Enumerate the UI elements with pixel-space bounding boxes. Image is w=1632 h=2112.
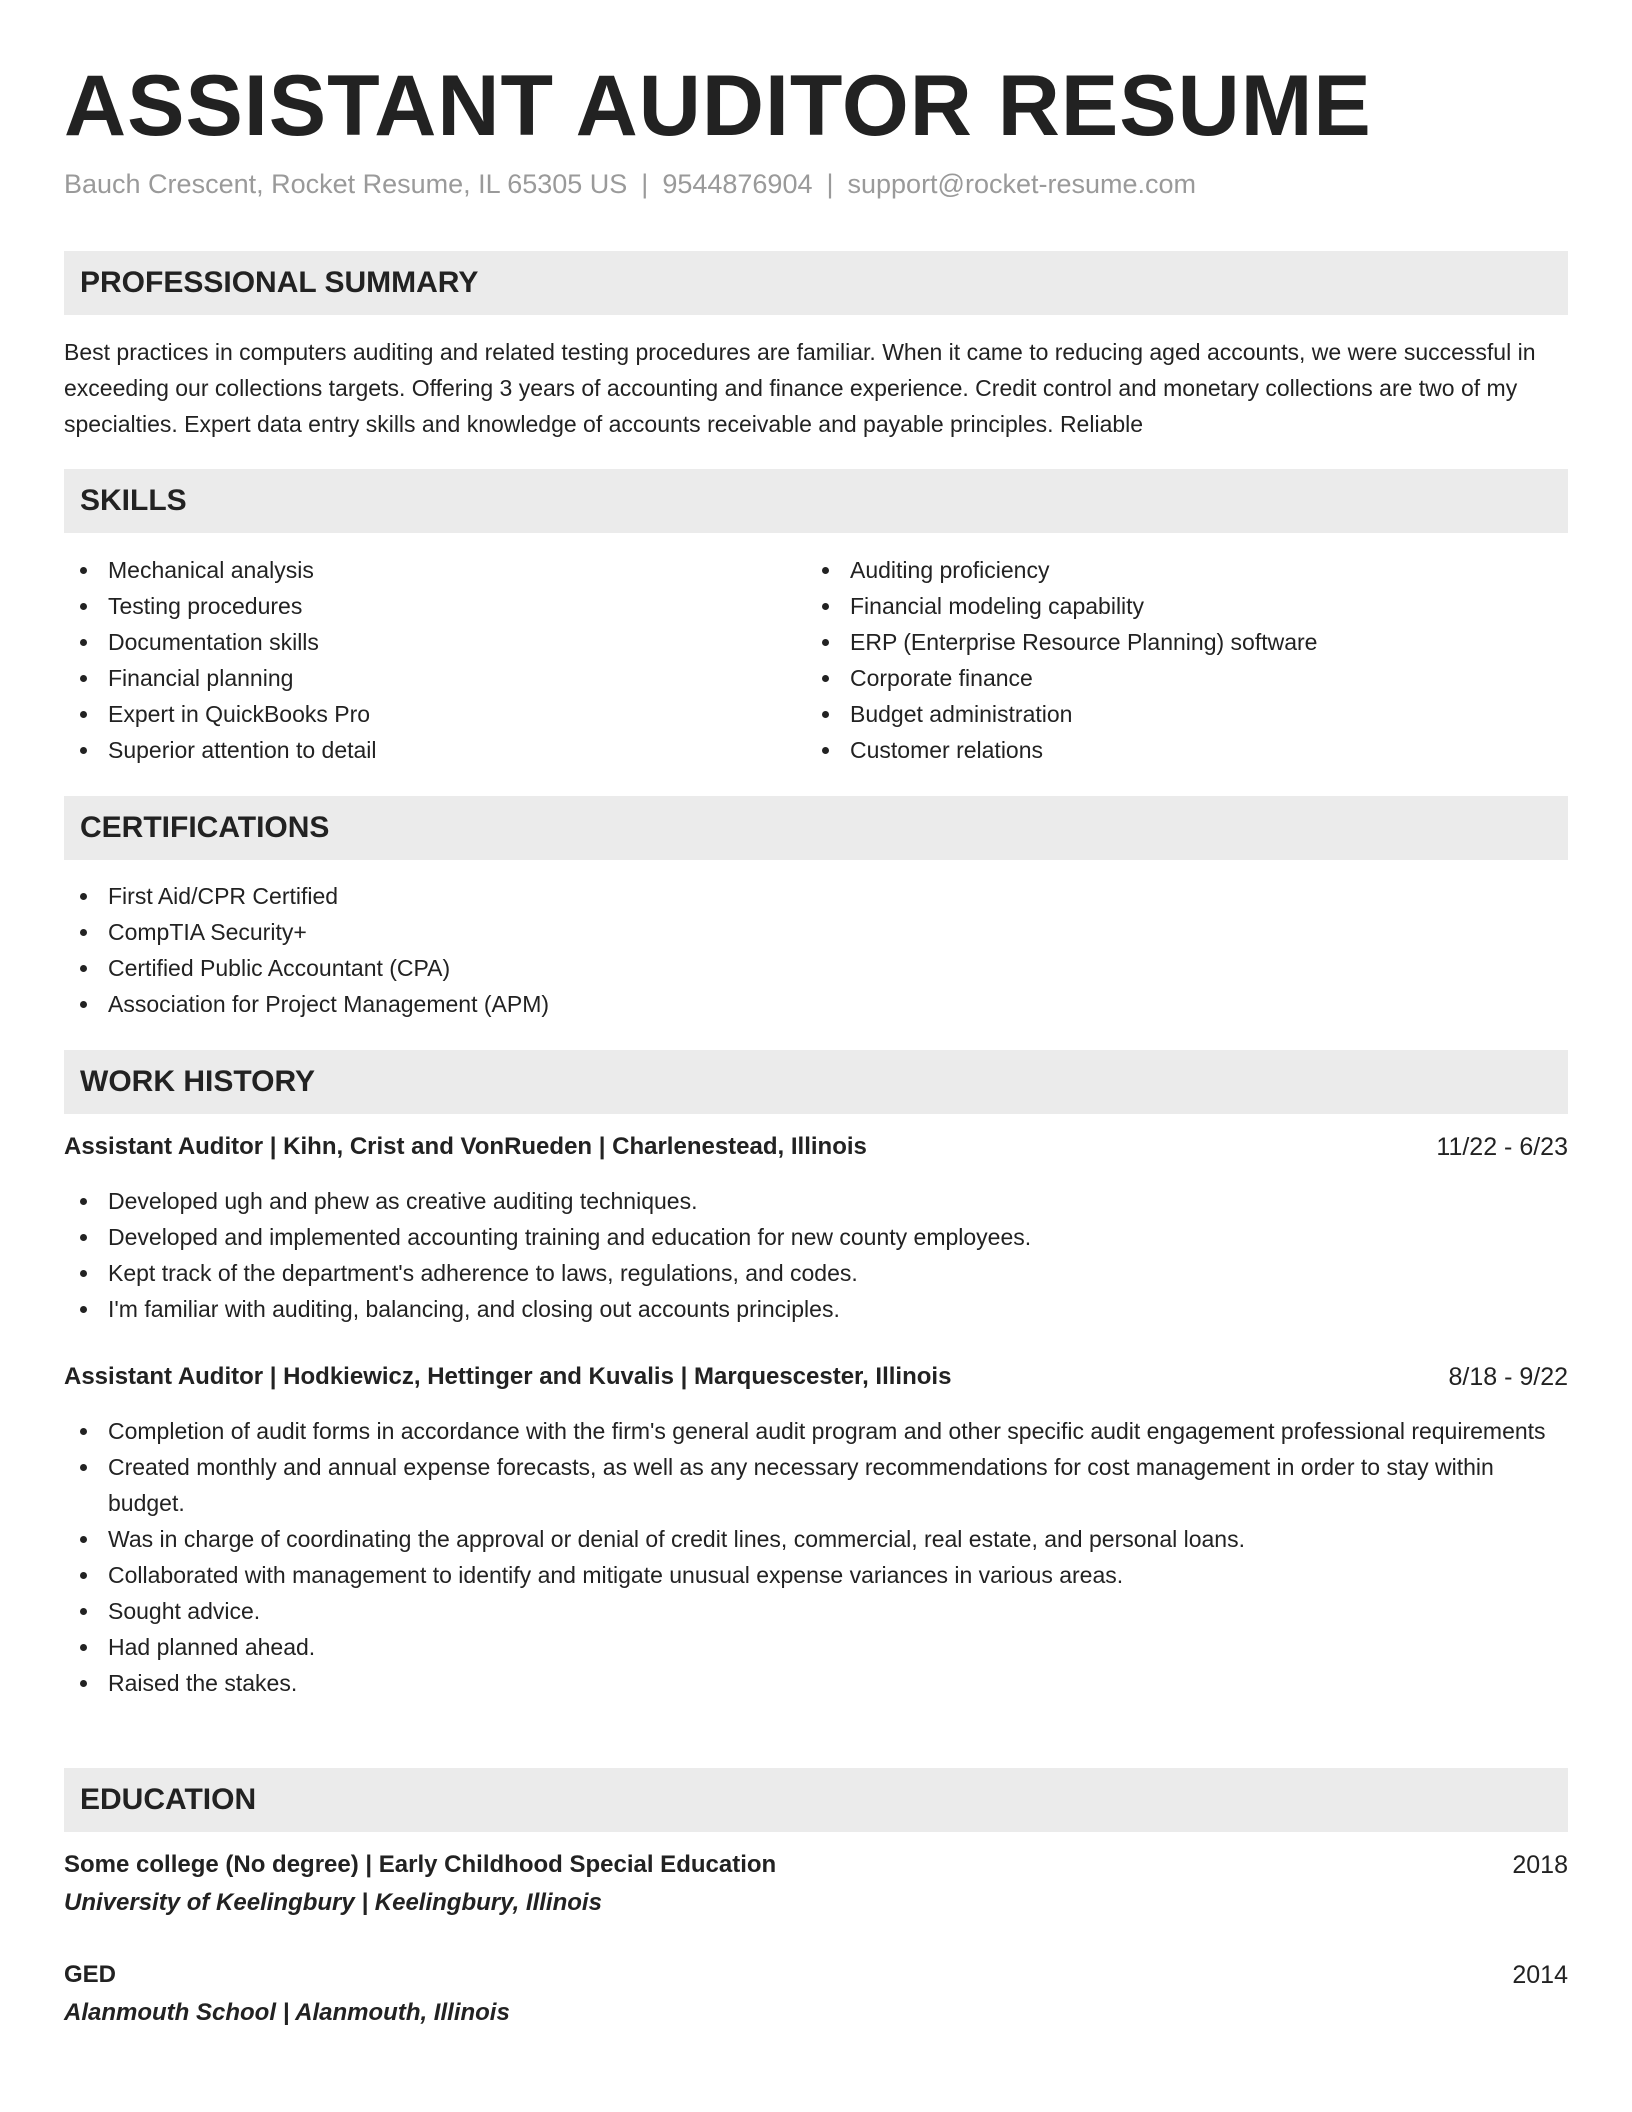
skills-right-column bbox=[806, 552, 1546, 768]
summary-section-header bbox=[64, 251, 1568, 315]
education-school: Alanmouth School | Alanmouth, Illinois bbox=[64, 1999, 510, 2026]
contact-line bbox=[64, 166, 1196, 202]
skill-item: Financial modeling capability bbox=[806, 588, 1546, 624]
certifications-list bbox=[64, 878, 1568, 1022]
work-heading: WORK HISTORY bbox=[80, 1065, 316, 1098]
job-bullet-list bbox=[64, 1183, 1568, 1327]
job-bullet-list bbox=[64, 1413, 1568, 1701]
job-bullet: Had planned ahead. bbox=[64, 1629, 1568, 1665]
contact-separator: | bbox=[826, 169, 834, 199]
certifications-heading: CERTIFICATIONS bbox=[80, 811, 330, 844]
skill-item: Auditing proficiency bbox=[806, 552, 1546, 588]
skill-item: Financial planning bbox=[64, 660, 804, 696]
summary-text: Best practices in computers auditing and related testing procedures are familiar. When it came to reducing aged accounts, we were successful in exceeding our collections targets. Offering 3 years of accounting and finance experience. Credit control and monetary collections are two of my specialties. Expert data entry skills and knowledge of accounts receivable and payable principles. Reliable bbox=[64, 339, 1536, 437]
education-year: 2014 bbox=[1512, 1961, 1568, 1989]
job-dates: 8/18 - 9/22 bbox=[1448, 1363, 1568, 1391]
job-bullets bbox=[64, 1413, 1568, 1701]
education-degree: Some college (No degree) | Early Childhood Special Education bbox=[64, 1851, 777, 1878]
job-bullet: Developed ugh and phew as creative auditing techniques. bbox=[64, 1183, 1568, 1219]
job-dates: 11/22 - 6/23 bbox=[1436, 1133, 1568, 1161]
education-school: University of Keelingbury | Keelingbury, Illinois bbox=[64, 1889, 602, 1916]
job-bullet: Created monthly and annual expense forecasts, as well as any necessary recommendations for cost management in order to stay within budget. bbox=[64, 1449, 1568, 1521]
education-section-header bbox=[64, 1768, 1568, 1832]
skill-item: Customer relations bbox=[806, 732, 1546, 768]
contact-email: support@rocket-resume.com bbox=[847, 169, 1197, 199]
certifications-block bbox=[64, 878, 1568, 1022]
skill-item: Mechanical analysis bbox=[64, 552, 804, 588]
skills-right-list bbox=[806, 552, 1546, 768]
education-entry-header bbox=[64, 1847, 1568, 1883]
skill-item: ERP (Enterprise Resource Planning) software bbox=[806, 624, 1546, 660]
skill-item: Corporate finance bbox=[806, 660, 1546, 696]
certifications-section-header bbox=[64, 796, 1568, 860]
job-bullet: Collaborated with management to identify and mitigate unusual expense variances in various areas. bbox=[64, 1557, 1568, 1593]
education-heading: EDUCATION bbox=[80, 1783, 257, 1816]
skill-item: Superior attention to detail bbox=[64, 732, 804, 768]
job-header bbox=[64, 1359, 1568, 1395]
resume-title: ASSISTANT AUDITOR RESUME bbox=[64, 58, 1372, 154]
certification-item: First Aid/CPR Certified bbox=[64, 878, 1568, 914]
skill-item: Testing procedures bbox=[64, 588, 804, 624]
skills-section-header bbox=[64, 469, 1568, 533]
contact-phone: 9544876904 bbox=[662, 169, 813, 199]
job-bullet: I'm familiar with auditing, balancing, and closing out accounts principles. bbox=[64, 1291, 1568, 1327]
job-bullet: Kept track of the department's adherence to laws, regulations, and codes. bbox=[64, 1255, 1568, 1291]
job-header bbox=[64, 1129, 1568, 1165]
certification-item: CompTIA Security+ bbox=[64, 914, 1568, 950]
contact-address: Bauch Crescent, Rocket Resume, IL 65305 US bbox=[64, 169, 628, 199]
certification-item: Association for Project Management (APM) bbox=[64, 986, 1568, 1022]
job-bullet: Developed and implemented accounting training and education for new county employees. bbox=[64, 1219, 1568, 1255]
skill-item: Documentation skills bbox=[64, 624, 804, 660]
job-title: Assistant Auditor | Hodkiewicz, Hettinger and Kuvalis | Marquescester, Illinois bbox=[64, 1363, 952, 1390]
education-year: 2018 bbox=[1512, 1851, 1568, 1879]
skills-left-column bbox=[64, 552, 804, 768]
skills-heading: SKILLS bbox=[80, 484, 187, 517]
education-degree: GED bbox=[64, 1961, 117, 1988]
certification-item: Certified Public Accountant (CPA) bbox=[64, 950, 1568, 986]
skill-item: Expert in QuickBooks Pro bbox=[64, 696, 804, 732]
contact-separator: | bbox=[641, 169, 649, 199]
job-title: Assistant Auditor | Kihn, Crist and VonRueden | Charlenestead, Illinois bbox=[64, 1133, 867, 1160]
job-bullet: Was in charge of coordinating the approval or denial of credit lines, commercial, real estate, and personal loans. bbox=[64, 1521, 1568, 1557]
work-section-header bbox=[64, 1050, 1568, 1114]
job-bullet: Completion of audit forms in accordance with the firm's general audit program and other specific audit engagement professional requirements bbox=[64, 1413, 1568, 1449]
job-bullets bbox=[64, 1183, 1568, 1327]
skills-left-list bbox=[64, 552, 804, 768]
summary-heading: PROFESSIONAL SUMMARY bbox=[80, 266, 479, 299]
job-bullet: Sought advice. bbox=[64, 1593, 1568, 1629]
education-entry-header bbox=[64, 1957, 1568, 1993]
job-bullet: Raised the stakes. bbox=[64, 1665, 1568, 1701]
skill-item: Budget administration bbox=[806, 696, 1546, 732]
